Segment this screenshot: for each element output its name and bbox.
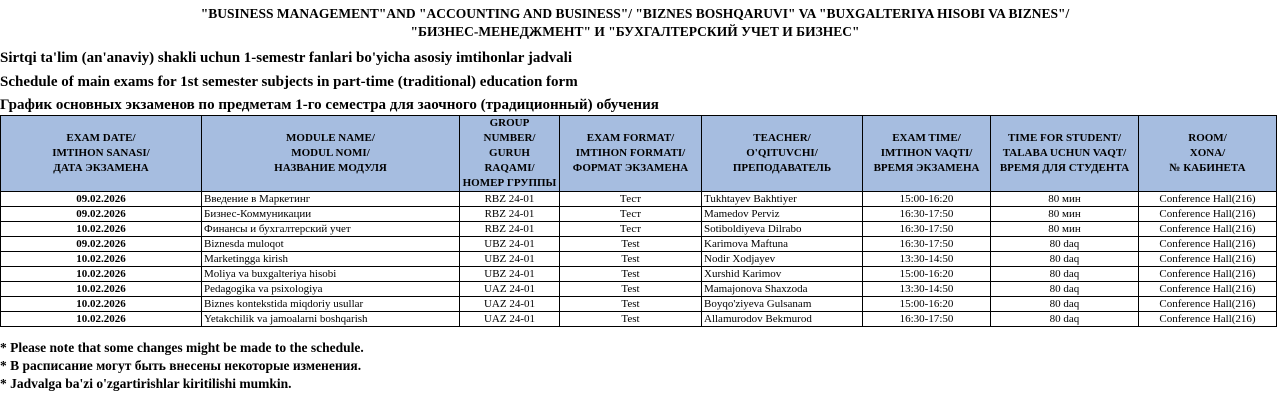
cell-teacher: Xurshid Karimov (702, 267, 863, 282)
cell-room: Conference Hall(216) (1139, 192, 1277, 207)
header-line: O'QITUVCHI/ (746, 147, 818, 159)
cell-exam-date: 09.02.2026 (1, 237, 202, 252)
table-row (1, 267, 1277, 282)
cell-room: Conference Hall(216) (1139, 297, 1277, 312)
cell-group-number: UBZ 24-01 (460, 267, 560, 282)
cell-exam-time: 16:30-17:50 (863, 237, 991, 252)
cell-room: Conference Hall(216) (1139, 267, 1277, 282)
cell-room: Conference Hall(216) (1139, 282, 1277, 297)
cell-room: Conference Hall(216) (1139, 252, 1277, 267)
cell-group-number: UBZ 24-01 (460, 252, 560, 267)
cell-teacher: Allamurodov Bekmurod (702, 312, 863, 327)
subtitle-russian: График основных экзаменов по предметам 1-го семестра для заочного (традиционный) обучения (0, 97, 659, 113)
cell-module-name: Yetakchilik va jamoalarni boshqarish (202, 312, 460, 327)
subtitle-english: Schedule of main exams for 1st semester subjects in part-time (traditional) education form (0, 74, 578, 90)
cell-group-number: UBZ 24-01 (460, 237, 560, 252)
cell-teacher: Mamajonova Shaxzoda (702, 282, 863, 297)
header-line: NUMBER/ (483, 132, 536, 144)
header-line: IMTIHON FORMATI/ (575, 147, 686, 159)
exam-schedule-table (0, 115, 1277, 327)
cell-time-for-student: 80 daq (991, 237, 1139, 252)
col-header-exam-time (863, 116, 991, 192)
table-row (1, 237, 1277, 252)
col-header-time-for-student (991, 116, 1139, 192)
cell-exam-date: 10.02.2026 (1, 312, 202, 327)
header-line: ВРЕМЯ ЭКЗАМЕНА (873, 162, 980, 174)
cell-room: Conference Hall(216) (1139, 222, 1277, 237)
cell-exam-format: Test (560, 297, 702, 312)
cell-teacher: Mamedov Perviz (702, 207, 863, 222)
document-title-line1: "BUSINESS MANAGEMENT"AND "ACCOUNTING AND BUSINESS"/ "BIZNES BOSHQARUVI" VA "BUXGALTERIYA HISOBI VA BIZNES"/ (200, 6, 1070, 21)
cell-time-for-student: 80 мин (991, 192, 1139, 207)
table-row (1, 252, 1277, 267)
cell-exam-date: 09.02.2026 (1, 192, 202, 207)
cell-exam-date: 10.02.2026 (1, 297, 202, 312)
cell-module-name: Biznesda muloqot (202, 237, 460, 252)
header-line: ПРЕПОДАВАТЕЛЬ (732, 162, 832, 174)
col-header-teacher (702, 116, 863, 192)
table-row (1, 297, 1277, 312)
cell-group-number: RBZ 24-01 (460, 207, 560, 222)
header-line: GURUH (489, 147, 530, 159)
cell-module-name: Marketingga kirish (202, 252, 460, 267)
cell-module-name: Финансы и бухгалтерский учет (202, 222, 460, 237)
header-line: MODUL NOMI/ (291, 147, 370, 159)
cell-exam-date: 10.02.2026 (1, 222, 202, 237)
header-line: EXAM FORMAT/ (586, 132, 675, 144)
cell-exam-format: Test (560, 252, 702, 267)
table-row (1, 312, 1277, 327)
cell-teacher: Tukhtayev Bakhtiyer (702, 192, 863, 207)
cell-group-number: UAZ 24-01 (460, 297, 560, 312)
cell-module-name: Бизнес-Коммуникации (202, 207, 460, 222)
header-line: ДАТА ЭКЗАМЕНА (53, 162, 149, 174)
cell-exam-time: 15:00-16:20 (863, 297, 991, 312)
cell-exam-time: 16:30-17:50 (863, 207, 991, 222)
cell-exam-time: 16:30-17:50 (863, 222, 991, 237)
cell-exam-time: 15:00-16:20 (863, 192, 991, 207)
col-header-exam-format (560, 116, 702, 192)
col-header-module-name (202, 116, 460, 192)
cell-teacher: Boyqo'ziyeva Gulsanam (702, 297, 863, 312)
col-header-exam-date (1, 116, 202, 192)
header-line: GROUP (489, 117, 530, 129)
cell-exam-time: 16:30-17:50 (863, 312, 991, 327)
cell-teacher: Karimova Maftuna (702, 237, 863, 252)
cell-time-for-student: 80 daq (991, 282, 1139, 297)
table-row (1, 207, 1277, 222)
subtitle-uzbek: Sirtqi ta'lim (an'anaviy) shakli uchun 1-semestr fanlari bo'yicha asosiy imtihonlar jadvali (0, 50, 573, 66)
header-line: НОМЕР ГРУППЫ (462, 177, 557, 189)
cell-time-for-student: 80 daq (991, 297, 1139, 312)
cell-exam-date: 10.02.2026 (1, 282, 202, 297)
header-line: RAQAMI/ (484, 162, 535, 174)
cell-exam-format: Тест (560, 207, 702, 222)
cell-group-number: RBZ 24-01 (460, 222, 560, 237)
cell-time-for-student: 80 daq (991, 252, 1139, 267)
cell-exam-format: Test (560, 267, 702, 282)
cell-exam-format: Test (560, 282, 702, 297)
cell-exam-format: Тест (560, 192, 702, 207)
cell-teacher: Sotiboldiyeva Dilrabo (702, 222, 863, 237)
header-line: TEACHER/ (753, 132, 811, 144)
cell-exam-date: 10.02.2026 (1, 267, 202, 282)
col-header-room (1139, 116, 1277, 192)
cell-exam-time: 15:00-16:20 (863, 267, 991, 282)
cell-room: Conference Hall(216) (1139, 237, 1277, 252)
cell-exam-format: Тест (560, 222, 702, 237)
header-line: EXAM DATE/ (66, 132, 136, 144)
cell-module-name: Введение в Маркетинг (202, 192, 460, 207)
cell-group-number: UAZ 24-01 (460, 282, 560, 297)
header-line: НАЗВАНИЕ МОДУЛЯ (274, 162, 387, 174)
cell-module-name: Moliya va buxgalteriya hisobi (202, 267, 460, 282)
note-english: * Please note that some changes might be made to the schedule. (0, 340, 364, 355)
cell-teacher: Nodir Xodjayev (702, 252, 863, 267)
cell-room: Conference Hall(216) (1139, 207, 1277, 222)
header-line: EXAM TIME/ (892, 132, 961, 144)
table-row (1, 222, 1277, 237)
note-uzbek: * Jadvalga ba'zi o'zgartirishlar kiritilishi mumkin. (0, 376, 292, 391)
table-header-row (1, 116, 1277, 192)
cell-module-name: Biznes kontekstida miqdoriy usullar (202, 297, 460, 312)
cell-exam-date: 09.02.2026 (1, 207, 202, 222)
cell-exam-date: 10.02.2026 (1, 252, 202, 267)
document-title-line2: "БИЗНЕС-МЕНЕДЖМЕНТ" И "БУХГАЛТЕРСКИЙ УЧЕТ И БИЗНЕС" (410, 24, 860, 39)
table-row (1, 282, 1277, 297)
cell-exam-time: 13:30-14:50 (863, 252, 991, 267)
header-line: ВРЕМЯ ДЛЯ СТУДЕНТА (999, 162, 1130, 174)
cell-group-number: UAZ 24-01 (460, 312, 560, 327)
header-line: MODULE NAME/ (286, 132, 375, 144)
header-line: TALABA UCHUN VAQT/ (1002, 147, 1127, 159)
cell-time-for-student: 80 мин (991, 207, 1139, 222)
cell-time-for-student: 80 daq (991, 312, 1139, 327)
cell-exam-time: 13:30-14:50 (863, 282, 991, 297)
cell-time-for-student: 80 daq (991, 267, 1139, 282)
cell-room: Conference Hall(216) (1139, 312, 1277, 327)
col-header-group-number (460, 116, 560, 192)
cell-module-name: Pedagogika va psixologiya (202, 282, 460, 297)
cell-exam-format: Test (560, 237, 702, 252)
cell-exam-format: Test (560, 312, 702, 327)
cell-time-for-student: 80 мин (991, 222, 1139, 237)
cell-group-number: RBZ 24-01 (460, 192, 560, 207)
header-line: № КАБИНЕТА (1169, 162, 1246, 174)
header-line: TIME FOR STUDENT/ (1007, 132, 1122, 144)
header-line: IMTIHON VAQTI/ (880, 147, 973, 159)
header-line: IMTIHON SANASI/ (52, 147, 150, 159)
header-line: ФОРМАТ ЭКЗАМЕНА (572, 162, 689, 174)
table-row (1, 192, 1277, 207)
note-russian: * В расписание могут быть внесены некоторые изменения. (0, 358, 362, 373)
header-line: XONA/ (1189, 147, 1226, 159)
header-line: ROOM/ (1188, 132, 1227, 144)
